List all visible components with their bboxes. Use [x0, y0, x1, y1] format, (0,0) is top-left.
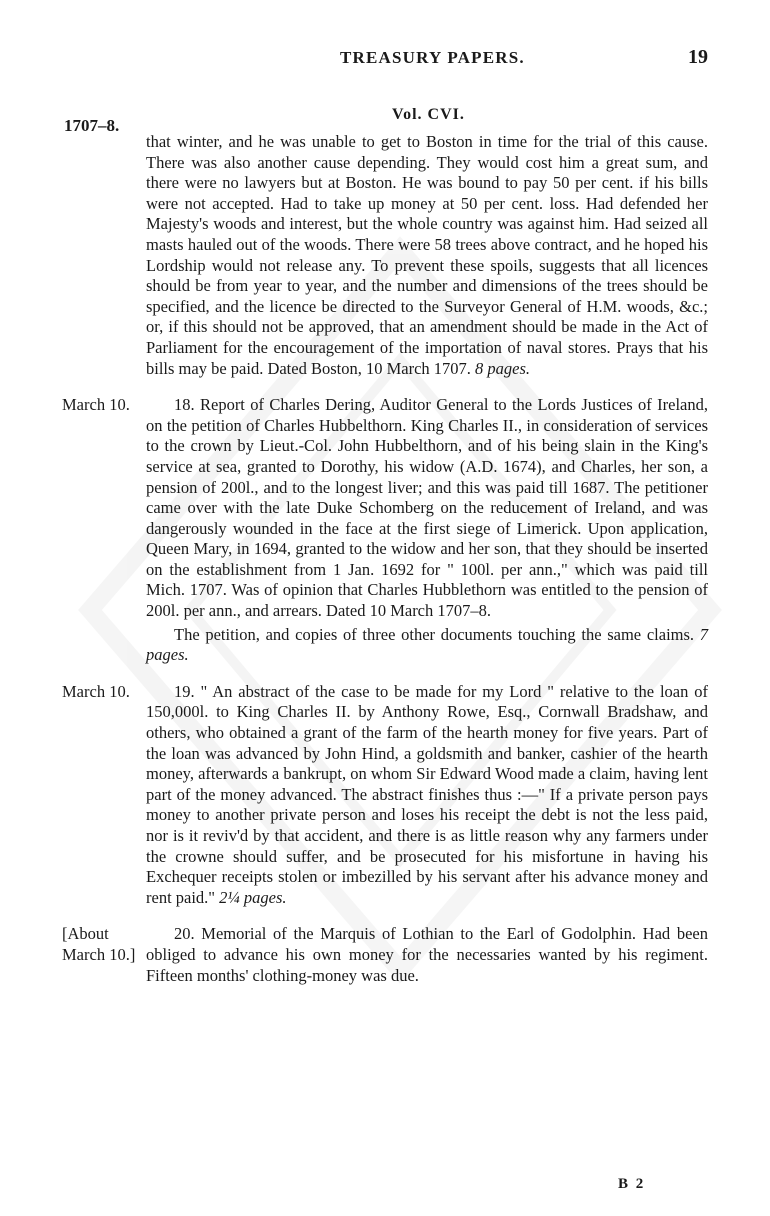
entry-19 — [0, 682, 770, 909]
entry-pages: 7 pages. — [146, 624, 709, 665]
page-number: 19 — [688, 46, 708, 68]
signature-mark: B 2 — [618, 1176, 646, 1192]
entries-list — [0, 132, 770, 986]
entry-subnote: The petition, and copies of three other documents touching the same claims. 7 pages. — [146, 624, 709, 665]
entry-18 — [0, 395, 770, 666]
running-title: TREASURY PAPERS. — [340, 48, 525, 67]
entry-date: March 10. — [62, 681, 130, 701]
entry-date — [0, 132, 146, 379]
entry-pages: 2¼ pages. — [219, 887, 287, 907]
entry-date: March 10. — [62, 395, 130, 415]
running-head — [0, 48, 770, 74]
entry-body — [146, 395, 708, 666]
entry-text: that winter, and he was unable to get to Boston in time for the trial of this cause. There was also another cause depending. They would cost him a great sum, and there were no lawyers but at Boston. He was bound to pay 50 per cent. if his bills were not accepted. Had to take up money at 50 per cent. loss. Had defended her Majesty's woods and interest, but the whole country was against him. Had seized all masts hauled out of the woods. There were 58 trees above contract, and he hoped his Lordship would not release any. To prevent these spoils, suggests that all licences should be from year to year, and the number and dimensions of the trees should be specified, and the licence be directed to the Surveyor General of H.M. woods, &c.; or, if this should not be approved, that an amendment should be made in the Act of Parliament for the encouragement of the importation of naval stores. Prays that his bills may be paid. Dated Boston, 10 March 1707. 8 pages. — [146, 132, 708, 378]
entry-body — [146, 132, 708, 379]
entry-continued — [0, 132, 770, 379]
entry-text: 18. Report of Charles Dering, Auditor General to the Lords Justices of Ireland, on the petition of Charles Hubbelthorn. King Charles II., in consideration of services to the crown by Lieut.-Col. John Hubbelthorn, and of his being slain in the King's service at sea, granted to Dorothy, his widow (A.D. 1674), and Charles, her son, a pension of 200l., and to the longest liver; and this was paid till 1687. The petitioner came over with the late Duke Schomberg on the reducement of Ireland, and was dangerously wounded in the face at the first siege of Limerick. Upon application, Queen Mary, in 1694, granted to the widow and her son, that they should be inserted on the establishment from 1 Jan. 1692 for " 100l. per ann.," which was paid till Mich. 1707. Was of opinion that Charles Hubblethorn was entitled to the pension of 200l. per ann., and arrears. Dated 10 March 1707–8. — [146, 395, 708, 621]
entry-body — [146, 924, 708, 986]
year-margin-note: 1707–8. — [64, 116, 120, 135]
entry-text: 19. " An abstract of the case to be made for my Lord " relative to the loan of 150,000l. to King Charles II. by Anthony Rowe, Esq., Cornwall Bradshaw, and others, who obtained a grant of the farm of the hearth money for five years. Part of the loan was advanced by John Hind, a goldsmith and banker, cashier of the hearth money, afterwards a bankrupt, on whom Sir Edward Wood made a claim, having lent part of the money advanced. The abstract finishes thus :—" If a private person pays money to another private person and loses his receipt the debt is not the less paid, nor is it reviv'd by that accident, and there is as little reason why any farmers under the crowne should suffer, and be prosecuted for his misfortune in having his Exchequer receipts stolen or imbezilled by his servant after his advance money and rent paid." 2¼ pages. — [146, 681, 708, 907]
entry-pages: 8 pages. — [475, 358, 531, 378]
entry-date: [About March 10.] — [62, 924, 136, 964]
entry-body — [146, 682, 708, 909]
entry-20 — [0, 924, 770, 986]
entry-text: 20. Memorial of the Marquis of Lothian to the Earl of Godolphin. Had been obliged to advance his own money for the necessaries wanted by his regiment. Fifteen months' clothing-money was due. — [146, 924, 708, 985]
volume-heading: Vol. CVI. — [392, 106, 465, 123]
